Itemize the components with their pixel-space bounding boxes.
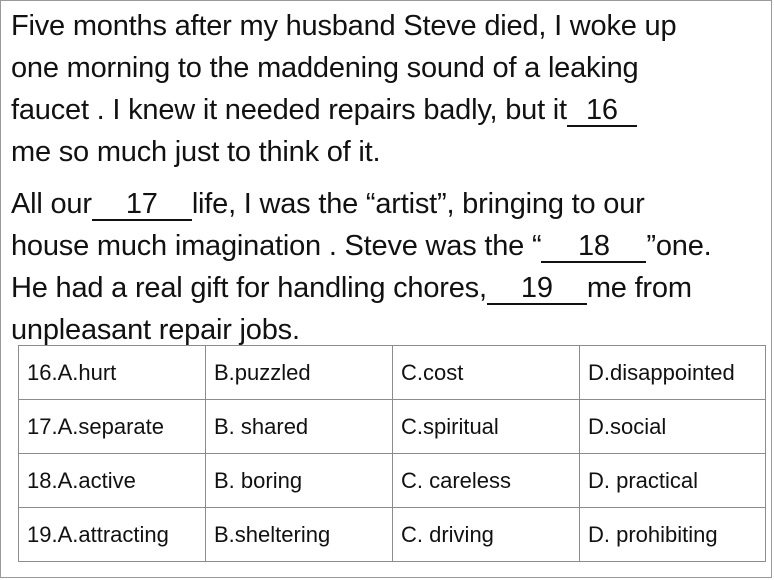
passage-text: All our bbox=[11, 188, 92, 220]
option-cell: C.cost bbox=[393, 346, 580, 400]
passage-text: me from bbox=[586, 272, 692, 304]
option-cell: C. driving bbox=[393, 508, 580, 562]
passage-text: house much imagination . Steve was the “ bbox=[11, 230, 542, 262]
option-cell: B. shared bbox=[206, 400, 393, 454]
option-cell: 17.A.separate bbox=[19, 400, 206, 454]
passage-text: He had a real gift for handling chores, bbox=[11, 272, 487, 304]
passage-text: faucet . I knew it needed repairs badly, but it bbox=[11, 94, 567, 126]
passage-text: ”one. bbox=[646, 230, 712, 262]
option-cell: B. boring bbox=[206, 454, 393, 508]
option-cell: C.spiritual bbox=[393, 400, 580, 454]
passage bbox=[11, 5, 771, 351]
blank-18: 18 bbox=[541, 231, 646, 263]
table-row bbox=[19, 454, 766, 508]
option-cell: D.social bbox=[580, 400, 766, 454]
option-cell: B.puzzled bbox=[206, 346, 393, 400]
option-cell: 19.A.attracting bbox=[19, 508, 206, 562]
option-cell: D. prohibiting bbox=[580, 508, 766, 562]
passage-line: Five months after my husband Steve died, I woke up bbox=[11, 10, 677, 42]
table-row bbox=[19, 508, 766, 562]
blank-16: 16 bbox=[567, 95, 637, 127]
option-cell: 18.A.active bbox=[19, 454, 206, 508]
option-cell: C. careless bbox=[393, 454, 580, 508]
passage-line: me so much just to think of it. bbox=[11, 136, 381, 168]
passage-text: life, I was the “artist”, bringing to our bbox=[191, 188, 645, 220]
passage-line: unpleasant repair jobs. bbox=[11, 314, 300, 346]
passage-line bbox=[11, 267, 771, 309]
passage-line bbox=[11, 183, 771, 225]
passage-line: one morning to the maddening sound of a leaking bbox=[11, 52, 639, 84]
passage-line bbox=[11, 89, 771, 131]
blank-19: 19 bbox=[487, 273, 587, 305]
table-row bbox=[19, 400, 766, 454]
option-cell: D.disappointed bbox=[580, 346, 766, 400]
option-cell: B.sheltering bbox=[206, 508, 393, 562]
options-table bbox=[18, 345, 766, 562]
blank-17: 17 bbox=[92, 189, 192, 221]
table-row bbox=[19, 346, 766, 400]
option-cell: 16.A.hurt bbox=[19, 346, 206, 400]
passage-line bbox=[11, 225, 771, 267]
option-cell: D. practical bbox=[580, 454, 766, 508]
